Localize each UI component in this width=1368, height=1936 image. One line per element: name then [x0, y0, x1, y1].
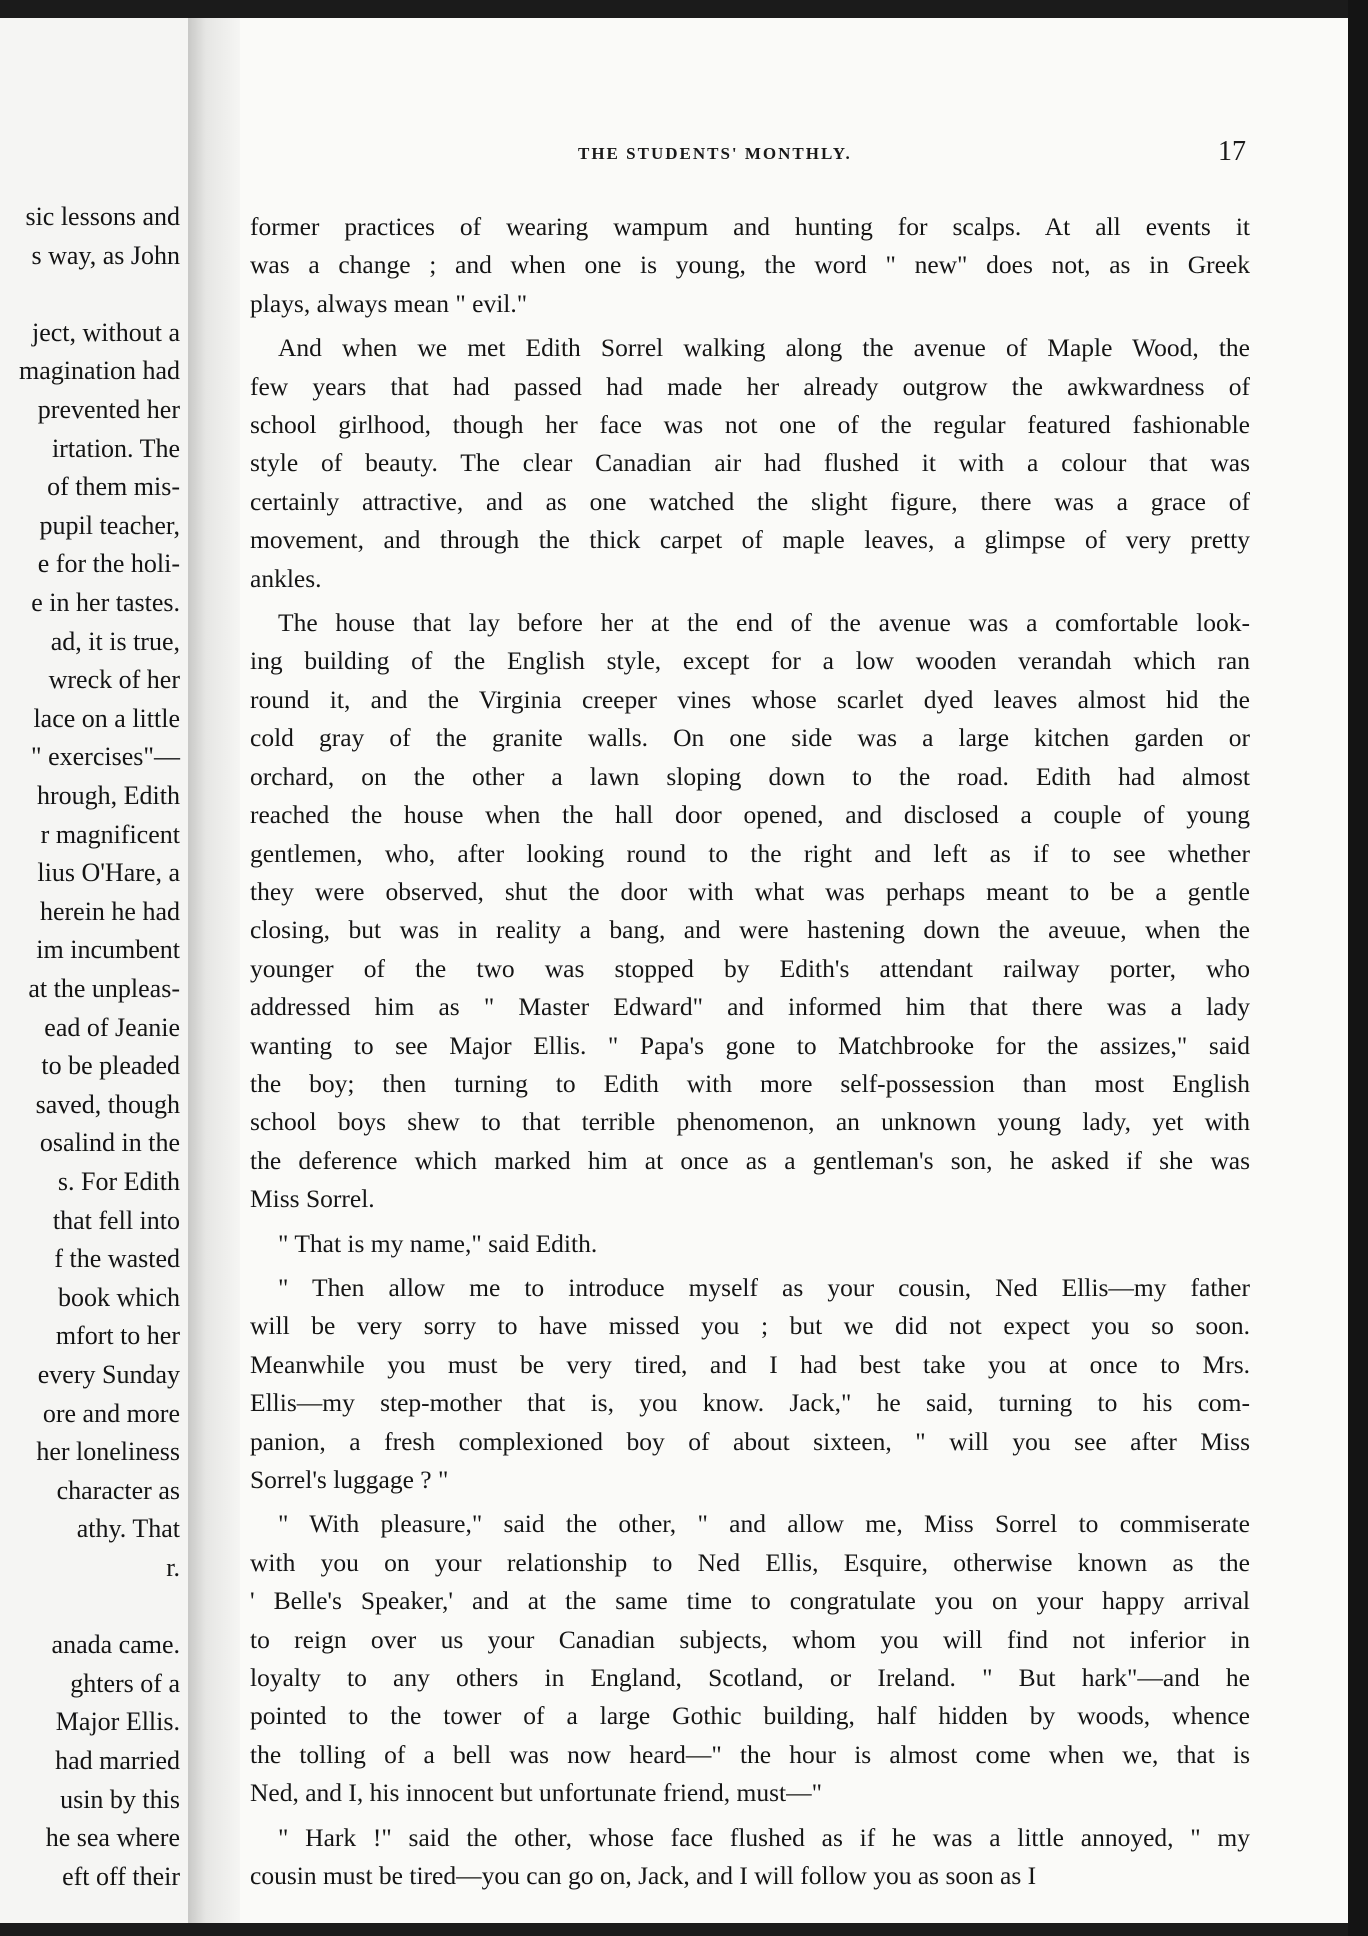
text-line: Ned, and I, his innocent but unfortunate friend, must—"	[250, 1778, 822, 1808]
left-page-line: mfort to her	[55, 1321, 180, 1351]
text-line: certainly attractive, and as one watched the slight figure, there was a grace of	[250, 486, 1250, 516]
left-page-line: he sea where	[45, 1823, 180, 1853]
left-page-line: osalind in the	[39, 1128, 180, 1158]
text-line: addressed him as " Master Edward" and informed him that there was a lady	[250, 992, 1250, 1022]
text-line: few years that had passed had made her already outgrow the awkwardness of	[250, 371, 1250, 401]
left-page-line: herein he had	[39, 896, 180, 926]
page-gutter	[188, 18, 240, 1923]
page-header	[240, 126, 1246, 167]
text-line: " With pleasure," said the other, " and allow me, Miss Sorrel to commiserate	[278, 1509, 1250, 1539]
left-page-line: her loneliness	[36, 1437, 180, 1467]
body-text	[250, 208, 1250, 1901]
text-line: movement, and through the thick carpet of maple leaves, a glimpse of very pretty	[250, 525, 1250, 555]
left-page-line: irtation. The	[51, 433, 180, 463]
text-line: " Then allow me to introduce myself as your cousin, Ned Ellis—my father	[278, 1272, 1250, 1302]
left-page-line: eft off their	[62, 1861, 180, 1891]
paragraph	[250, 208, 1250, 323]
left-page-line: ject, without a	[31, 317, 180, 347]
text-line: they were observed, shut the door with what was perhaps meant to be a gentle	[250, 876, 1250, 906]
left-page-line: " exercises"—	[30, 742, 180, 772]
left-page-line: saved, though	[35, 1089, 180, 1119]
paragraph	[250, 1225, 1250, 1263]
left-page-line: s way, as John	[31, 240, 180, 270]
paragraph	[250, 1269, 1250, 1499]
left-page-line: r.	[166, 1553, 180, 1582]
text-line: former practices of wearing wampum and hunting for scalps. At all events it	[250, 212, 1250, 241]
text-line: round it, and the Virginia creeper vines whose scarlet dyed leaves almost hid the	[250, 684, 1250, 714]
text-line: Miss Sorrel.	[250, 1184, 375, 1214]
paragraph	[250, 1819, 1250, 1896]
left-page-line: pupil teacher,	[39, 510, 180, 540]
text-line: the boy; then turning to Edith with more self-possession than most English	[250, 1068, 1250, 1098]
left-page-line: anada came.	[51, 1630, 180, 1660]
left-page-line: of them mis-	[47, 472, 180, 502]
left-page-line: e in her tastes.	[31, 588, 180, 617]
text-line: reached the house when the hall door opened, and disclosed a couple of young	[250, 800, 1250, 830]
text-line: And when we met Edith Sorrel walking along the avenue of Maple Wood, the	[278, 333, 1250, 363]
running-head: THE STUDENTS' MONTHLY.	[578, 144, 852, 163]
left-page-line: r magnificent	[40, 819, 180, 849]
left-page-line: usin by this	[60, 1784, 180, 1814]
text-line: loyalty to any others in England, Scotland, or Ireland. " But hark"—and he	[250, 1663, 1250, 1693]
text-line: pointed to the tower of a large Gothic building, half hidden by woods, whence	[250, 1701, 1250, 1731]
left-page-line: at the unpleas-	[28, 974, 180, 1003]
left-page-line: e for the holi-	[37, 549, 180, 579]
text-line: to reign over us your Canadian subjects, whom you will find not inferior in	[250, 1624, 1250, 1654]
text-line: Meanwhile you must be very tired, and I had best take you at once to Mrs.	[250, 1349, 1250, 1379]
text-line: younger of the two was stopped by Edith's attendant railway porter, who	[250, 953, 1250, 983]
left-page-line: wreck of her	[48, 665, 180, 695]
left-page-line: prevented her	[37, 395, 180, 424]
scan-border	[1348, 0, 1368, 1936]
left-page-line: lius O'Hare, a	[37, 858, 180, 888]
paragraph	[250, 1505, 1250, 1812]
left-page-line: Major Ellis.	[55, 1707, 180, 1737]
left-page-line: ead of Jeanie	[44, 1012, 180, 1042]
text-line: style of beauty. The clear Canadian air had flushed it with a colour that was	[250, 448, 1250, 478]
text-line: with you on your relationship to Ned Ellis, Esquire, otherwise known as the	[250, 1547, 1250, 1577]
right-page	[240, 18, 1348, 1923]
left-page-line: sic lessons and	[25, 202, 180, 231]
text-line: was a change ; and when one is young, the word " new" does not, as in Greek	[250, 250, 1250, 280]
left-page-line: f the wasted	[54, 1244, 180, 1274]
text-line: ing building of the English style, except for a low wooden verandah which ran	[250, 646, 1250, 676]
text-line: closing, but was in reality a bang, and were hastening down the aveuue, when the	[250, 915, 1250, 945]
text-line: plays, always mean " evil."	[250, 288, 528, 318]
text-line: orchard, on the other a lawn sloping down to the road. Edith had almost	[250, 761, 1250, 791]
text-line: " That is my name," said Edith.	[278, 1228, 598, 1258]
left-page-line: ghters of a	[70, 1668, 180, 1698]
text-line: panion, a fresh complexioned boy of about sixteen, " will you see after Miss	[250, 1426, 1250, 1456]
left-page-line: character as	[56, 1475, 180, 1505]
left-page-line: athy. That	[76, 1514, 180, 1544]
left-page-line: lace on a little	[33, 703, 180, 733]
left-page-line: magination had	[18, 356, 180, 386]
left-page-fragment	[0, 18, 188, 1923]
text-line: will be very sorry to have missed you ; but we did not expect you so soon.	[250, 1311, 1250, 1341]
text-line: school girlhood, though her face was not one of the regular featured fashionable	[250, 410, 1250, 440]
text-line: school boys shew to that terrible phenomenon, an unknown young lady, yet with	[250, 1107, 1250, 1137]
text-line: wanting to see Major Ellis. " Papa's gone to Matchbrooke for the assizes," said	[250, 1030, 1250, 1060]
left-page-line: that fell into	[52, 1205, 180, 1235]
paragraph	[250, 329, 1250, 598]
left-page-line: s. For Edith	[57, 1167, 180, 1196]
text-line: " Hark !" said the other, whose face flushed as if he was a little annoyed, " my	[278, 1822, 1250, 1852]
text-line: The house that lay before her at the end of the avenue was a comfortable look-	[278, 608, 1250, 638]
text-line: ' Belle's Speaker,' and at the same time to congratulate you on your happy arrival	[250, 1586, 1250, 1616]
page-number: 17	[1218, 136, 1246, 167]
text-line: the deference which marked him at once as a gentleman's son, he asked if she was	[250, 1145, 1250, 1175]
left-page-line: had married	[55, 1746, 180, 1775]
left-page-line: to be pleaded	[41, 1051, 180, 1081]
left-page-line: ore and more	[42, 1398, 180, 1428]
text-line: Ellis—my step-mother that is, you know. Jack," he said, turning to his com-	[250, 1388, 1250, 1418]
left-page-line: hrough, Edith	[37, 781, 180, 810]
left-page-line: ad, it is true,	[50, 626, 180, 656]
text-line: cold gray of the granite walls. On one side was a large kitchen garden or	[250, 723, 1250, 753]
text-line: gentlemen, who, after looking round to the right and left as if to see whether	[250, 838, 1250, 868]
book-spread	[0, 18, 1348, 1923]
left-page-line: book which	[57, 1282, 180, 1312]
text-line: cousin must be tired—you can go on, Jack, and I will follow you as soon as I	[250, 1861, 1037, 1891]
paragraph	[250, 604, 1250, 1219]
left-page-line: every Sunday	[37, 1360, 180, 1389]
text-line: the tolling of a bell was now heard—" the hour is almost come when we, that is	[250, 1739, 1250, 1769]
text-line: ankles.	[250, 563, 322, 593]
left-page-line: im incumbent	[36, 935, 180, 965]
text-line: Sorrel's luggage ? "	[250, 1465, 449, 1494]
